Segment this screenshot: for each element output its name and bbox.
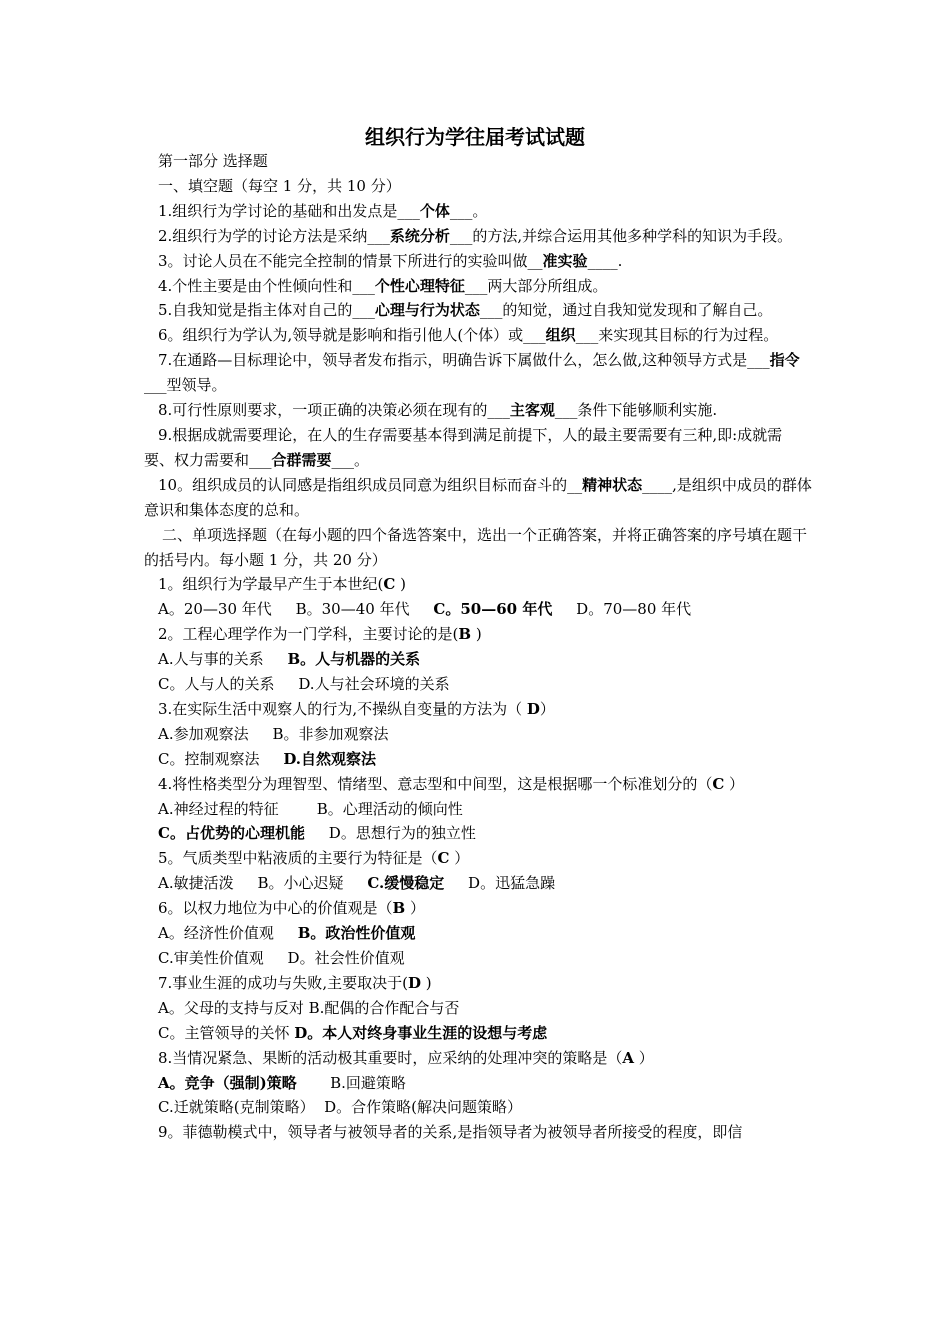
answer-letter: B	[392, 899, 406, 918]
document-title: 组织行为学往届考试试题	[365, 125, 585, 149]
document-body	[144, 149, 812, 1145]
section-choice-title: 二、单项选择题（在每小题的四个备选答案中，选出一个正确答案，并将正确答案的序号填在题干的括号内。每小题 1 分，共 20 分）	[144, 525, 808, 569]
choice-question-stem	[144, 971, 812, 996]
answer-letter: C	[383, 575, 396, 594]
question-text: )	[471, 625, 482, 644]
option-line	[144, 797, 812, 822]
choice-question-stem	[144, 846, 812, 871]
question-text: 8.当情况紧急、果断的活动极其重要时，应采纳的处理冲突的策略是（	[158, 1048, 623, 1067]
answer-text: 精神状态	[582, 475, 643, 494]
fill-question	[144, 249, 812, 274]
question-text: ）	[633, 1048, 654, 1067]
correct-option: B。人与机器的关系	[287, 650, 421, 669]
option-text: C。控制观察法	[158, 749, 284, 768]
answer-text: 系统分析	[389, 226, 450, 245]
question-text: 1。组织行为学最早产生于本世纪(	[158, 575, 384, 594]
question-text: 2.组织行为学的讨论方法是采纳___	[158, 226, 390, 245]
question-text: 7.在通路—目标理论中，领导者发布指示，明确告诉下属做什么，怎么做,这种领导方式是___	[158, 351, 770, 370]
option-text: A.参加观察法 B。非参加观察法	[158, 724, 389, 743]
correct-option: A。竞争（强制)策略	[158, 1073, 297, 1092]
question-text: 4.将性格类型分为理智型、情绪型、意志型和中间型，这是根据哪一个标准划分的（	[158, 774, 713, 793]
correct-option: C。50—60 年代	[433, 600, 553, 619]
fill-question	[144, 398, 812, 423]
fill-question	[144, 423, 812, 473]
question-text: ）	[539, 699, 555, 718]
answer-letter: D	[526, 699, 540, 718]
question-text: 6。组织行为学认为,领导就是影响和指引他人(个体）或___	[158, 326, 546, 345]
answer-letter: D	[407, 973, 421, 992]
question-text: ___条件下能够顺利实施.	[554, 401, 718, 420]
answer-letter: A	[622, 1048, 634, 1067]
question-text: 4.个性主要是由个性倾向性和___	[158, 276, 375, 295]
answer-text: 组织	[545, 326, 576, 345]
option-text: A。20—30 年代 B。30—40 年代	[158, 600, 434, 619]
choice-question-stem	[144, 622, 812, 647]
answer-letter: C	[712, 774, 725, 793]
answer-text: 个体	[419, 201, 450, 220]
correct-option: B。政治性价值观	[297, 924, 416, 943]
question-text: 6。以权力地位为中心的价值观是（	[158, 899, 393, 918]
answer-text: 指令	[769, 351, 800, 370]
correct-option: C。占优势的心理机能	[158, 824, 305, 843]
option-line	[144, 821, 812, 846]
question-text: ）	[724, 774, 745, 793]
fill-question	[144, 224, 812, 249]
answer-text: 准实验	[542, 251, 588, 270]
option-text: B.回避策略	[296, 1073, 406, 1092]
fill-question	[144, 323, 812, 348]
option-text: A.人与事的关系	[158, 650, 288, 669]
option-line	[144, 722, 812, 747]
option-line	[144, 647, 812, 672]
question-text: )	[420, 973, 432, 992]
answer-letter: C	[437, 849, 450, 868]
option-line	[144, 1095, 812, 1120]
question-text: ___。	[449, 201, 488, 220]
question-text: ___两大部分所组成。	[464, 276, 608, 295]
fill-question	[144, 348, 812, 398]
answer-letter: B	[458, 625, 472, 644]
option-text: D。70—80 年代	[552, 600, 692, 619]
fill-in-questions	[144, 199, 812, 523]
option-line	[144, 921, 812, 946]
option-line	[144, 871, 812, 896]
fill-question	[144, 274, 812, 299]
option-text: C。主管领导的关怀	[158, 1023, 295, 1042]
question-text: ___型领导。	[144, 376, 227, 395]
question-text: 7.事业生涯的成功与失败,主要取决于(	[158, 973, 408, 992]
question-text: 9.根据成就需要理论，在人的生存需要基本得到满足前提下，人的最主要需要有三种,即:成就需要、权力需要和___	[144, 425, 783, 469]
fill-question	[144, 199, 812, 224]
section-fill-in-title: 一、填空题（每空 1 分，共 10 分）	[158, 176, 401, 195]
choice-question-stem	[144, 772, 812, 797]
option-line	[144, 672, 812, 697]
question-text: )	[395, 575, 406, 594]
question-text: 5。气质类型中粘液质的主要行为特征是（	[158, 849, 438, 868]
option-text: C.迁就策略(克制策略） D。合作策略(解决问题策略）	[158, 1098, 522, 1117]
choice-question-stem	[144, 1046, 812, 1071]
part-heading: 第一部分 选择题	[158, 152, 268, 170]
choice-question-stem	[144, 572, 812, 597]
question-text: ）	[449, 849, 470, 868]
choice-question-stem	[144, 896, 812, 921]
answer-text: 心理与行为状态	[374, 301, 480, 320]
option-text: D。迅猛急躁	[444, 874, 556, 893]
answer-text: 主客观	[509, 401, 555, 420]
question-text: ____.	[587, 251, 623, 270]
fill-question	[144, 473, 812, 523]
option-line	[144, 1071, 812, 1096]
question-text: ___。	[331, 450, 370, 469]
question-9-stem: 9。菲德勒模式中，领导者与被领导者的关系,是指领导者为被领导者所接受的程度，即信	[158, 1123, 743, 1142]
answer-text: 个性心理特征	[374, 276, 465, 295]
question-text: 5.自我知觉是指主体对自己的___	[158, 301, 375, 320]
question-text: 3.在实际生活中观察人的行为,不操纵自变量的方法为（	[158, 699, 527, 718]
option-line	[144, 996, 812, 1021]
option-text: C。人与人的关系 D.人与社会环境的关系	[158, 675, 450, 694]
correct-option: C.缓慢稳定	[367, 874, 445, 893]
question-text: 3。讨论人员在不能完全控制的情景下所进行的实验叫做__	[158, 251, 543, 270]
fill-question	[144, 298, 812, 323]
option-text: A。父母的支持与反对 B.配偶的合作配合与否	[158, 998, 460, 1017]
question-text: ）	[405, 899, 426, 918]
question-text: 1.组织行为学讨论的基础和出发点是___	[158, 201, 420, 220]
question-text: 10。组织成员的认同感是指组织成员同意为组织目标而奋斗的__	[158, 475, 583, 494]
question-text: ___的知觉，通过自我知觉发现和了解自己。	[479, 301, 773, 320]
option-line	[144, 1021, 812, 1046]
option-line	[144, 946, 812, 971]
choice-question-stem	[144, 697, 812, 722]
option-text: A。经济性价值观	[158, 924, 298, 943]
option-text: A.敏捷活泼 B。小心迟疑	[158, 874, 368, 893]
option-line	[144, 597, 812, 622]
question-text: 8.可行性原则要求，一项正确的决策必须在现有的___	[158, 401, 510, 420]
question-text: 2。工程心理学作为一门学科，主要讨论的是(	[158, 625, 459, 644]
question-text: ____,是组织中成员的群体意识和集体态度的总和。	[144, 475, 812, 519]
answer-text: 合群需要	[271, 450, 332, 469]
option-text: C.审美性价值观 D。社会性价值观	[158, 949, 405, 967]
choice-questions	[144, 572, 812, 1120]
option-line	[144, 747, 812, 772]
option-text: D。思想行为的独立性	[304, 824, 476, 843]
question-text: ___来实现其目标的行为过程。	[575, 326, 779, 345]
question-text: ___的方法,并综合运用其他多种学科的知识为手段。	[449, 226, 793, 245]
option-text: A.神经过程的特征 B。心理活动的倾向性	[158, 799, 463, 818]
correct-option: D.自然观察法	[283, 749, 377, 768]
correct-option: D。本人对终身事业生涯的设想与考虑	[294, 1023, 548, 1042]
